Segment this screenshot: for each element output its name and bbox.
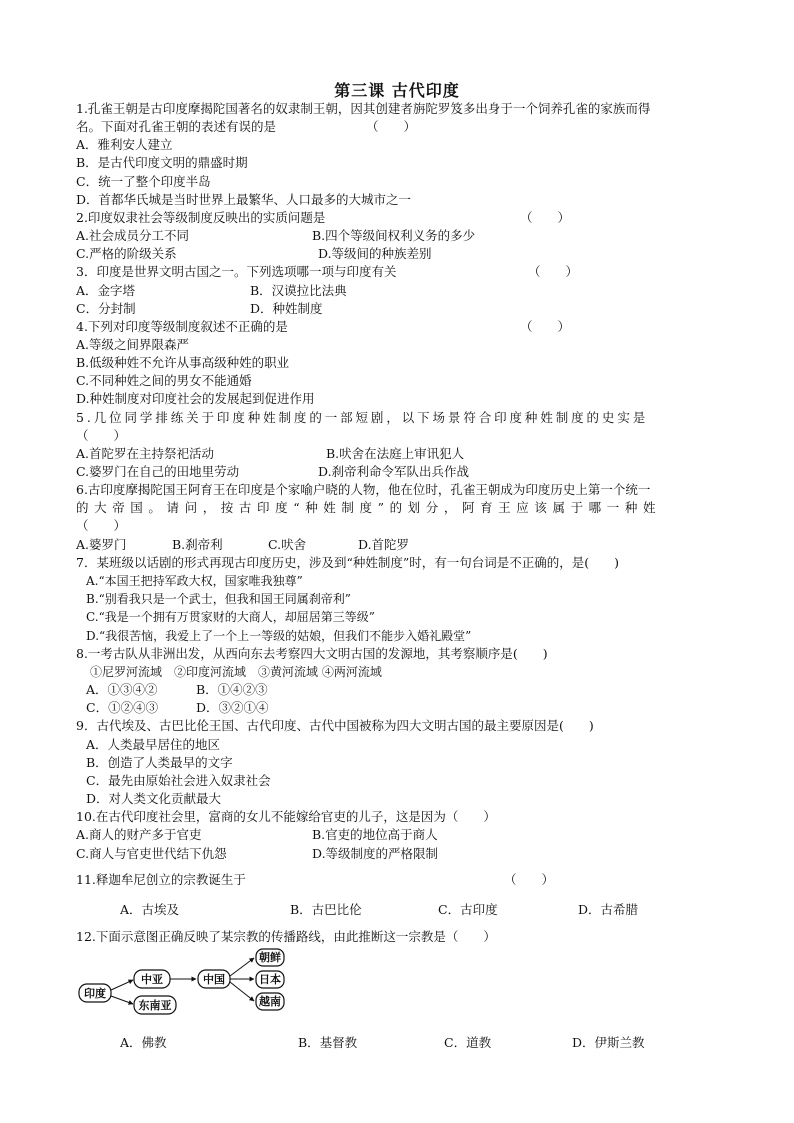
q2-option-a: A.社会成员分工不同	[76, 228, 190, 243]
q6-option-d: D.首陀罗	[358, 537, 410, 552]
q7-option-c: C.“我是一个拥有万贯家财的大商人，却屈居第三等级”	[86, 610, 375, 624]
q5-answer-paren: （ ）	[76, 428, 127, 443]
q4-option-a: A.等级之间界限森严	[76, 337, 190, 352]
q1-stem-text: 名。下面对孔雀王朝的表述有误的是	[76, 119, 277, 134]
q4-stem-text: 4.下列对印度等级制度叙述不正确的是	[76, 319, 288, 334]
q5-option-d: D.刹帝利命令军队出兵作战	[318, 464, 470, 479]
q1-option-a: A．雅利安人建立	[76, 137, 173, 152]
q1-stem-line1: 1.孔雀王朝是古印度摩揭陀国著名的奴隶制王朝，因其创建者旃陀罗笈多出身于一个饲养孔雀的家族而得	[76, 101, 651, 116]
q11-option-c: C．古印度	[438, 902, 498, 917]
q2-option-c: C.严格的阶级关系	[76, 246, 177, 261]
label-korea: 朝鲜	[259, 951, 281, 964]
q3-stem-text: 3．印度是世界文明古国之一。下列选项哪一项与印度有关	[76, 264, 397, 279]
q8-option-c: C．①②④③	[86, 700, 159, 715]
q3-stem-line	[76, 263, 726, 281]
arrow-china-to-vietnam	[230, 982, 254, 1001]
q9-option-b: B．创造了人类最早的文字	[86, 755, 233, 770]
q12-option-a: A．佛教	[120, 1035, 167, 1050]
q9-option-c: C．最先由原始社会进入奴隶社会	[86, 773, 271, 788]
q2-answer-paren: （ ）	[520, 210, 571, 225]
q11-answer-paren: （ ）	[504, 872, 555, 887]
q6-option-a: A.婆罗门	[76, 537, 127, 552]
arrow-india-to-southeast-asia	[111, 996, 133, 1004]
q3-option-a: A．金字塔	[76, 283, 136, 298]
q3-answer-paren: （ ）	[528, 264, 579, 279]
q4-option-b: B.低级种姓不允许从事高级种姓的职业	[76, 355, 290, 370]
q10-stem-line: 10.在古代印度社会里，富商的女儿不能嫁给官吏的儿子，这是因为（ ）	[76, 809, 496, 824]
q2-stem-text: 2.印度奴隶社会等级制度反映出的实质问题是	[76, 210, 326, 225]
q7-stem-line: 7．某班级以话剧的形式再现古印度历史，涉及到“种姓制度”时，有一句台词是不正确的，是( )	[76, 555, 619, 570]
q6-answer-paren: （ ）	[76, 518, 127, 533]
q11-option-b: B．古巴比伦	[290, 902, 362, 917]
q6-option-c: C.吠舍	[268, 537, 307, 552]
q8-stem-line: 8.一考古队从非洲出发，从西向东去考察四大文明古国的发源地，其考察顺序是( )	[76, 646, 548, 661]
q4-option-d: D.种姓制度对印度社会的发展起到促进作用	[76, 391, 315, 406]
q10-option-d: D.等级制度的严格限制	[312, 846, 439, 861]
page-title: 第三课 古代印度	[334, 81, 460, 100]
q8-option-d: D．③②①④	[196, 700, 269, 715]
q7-option-d: D.“我很苦恼，我爱上了一个上一等级的姑娘，但我们不能步入婚礼殿堂”	[86, 629, 472, 643]
q11-stem-text: 11.释迦牟尼创立的宗教诞生于	[76, 872, 246, 887]
label-japan: 日本	[259, 973, 281, 986]
q1-option-d: D．首都华氏城是当时世界上最繁华、人口最多的大城市之一	[76, 192, 412, 207]
q4-answer-paren: （ ）	[520, 319, 571, 334]
q7-option-b: B.“别看我只是一个武士，但我和国王同属刹帝利”	[86, 592, 351, 606]
label-southeast-asia: 东南亚	[138, 999, 172, 1012]
q9-stem-line: 9．古代埃及、古巴比伦王国、古代印度、古代中国被称为四大文明古国的最主要原因是( )	[76, 718, 594, 733]
q11-option-a: A．古埃及	[120, 902, 180, 917]
q2-option-b: B.四个等级间权利义务的多少	[312, 228, 476, 243]
q2-option-d: D.等级间的种族差别	[318, 246, 432, 261]
q7-option-a: A.“本国王把持军政大权，国家唯我独尊”	[86, 574, 303, 588]
arrow-china-to-korea	[230, 958, 254, 976]
q3-option-c: C．分封制	[76, 301, 136, 316]
q3-option-d: D．种姓制度	[250, 301, 323, 316]
q10-option-c: C.商人与官吏世代结下仇怨	[76, 846, 227, 861]
q11-stem-line	[76, 871, 726, 889]
q5-option-a: A.首陀罗在主持祭祀活动	[76, 446, 215, 461]
q9-option-d: D．对人类文化贡献最大	[86, 791, 222, 806]
q8-items-line: ①尼罗河流域 ②印度河流域 ③黄河流域 ④两河流域	[90, 665, 382, 679]
q12-option-b: B．基督教	[298, 1035, 358, 1050]
q4-option-c: C.不同种姓之间的男女不能通婚	[76, 373, 252, 388]
q1-option-c: C．统一了整个印度半岛	[76, 174, 211, 189]
q5-option-c: C.婆罗门在自己的田地里劳动	[76, 464, 240, 479]
q3-option-b: B．汉谟拉比法典	[250, 283, 347, 298]
label-china: 中国	[203, 973, 225, 986]
q10-option-a: A.商人的财产多于官吏	[76, 827, 202, 842]
q6-stem-line2: 的大帝国。请问，按古印度“种姓制度”的划分，阿育王应该属于哪一种姓	[76, 500, 662, 515]
q1-stem-line2	[76, 118, 726, 136]
q5-option-b: B.吠舍在法庭上审讯犯人	[326, 446, 465, 461]
religion-spread-diagram	[76, 946, 296, 1020]
label-vietnam: 越南	[259, 995, 281, 1008]
q1-answer-paren: （ ）	[366, 119, 417, 134]
label-india: 印度	[84, 987, 106, 1000]
q12-stem-line: 12.下面示意图正确反映了某宗教的传播路线，由此推断这一宗教是（ ）	[76, 929, 496, 944]
q5-stem-line1: 5.几位同学排练关于印度种姓制度的一部短剧，以下场景符合印度种姓制度的史实是	[76, 410, 649, 425]
arrow-india-to-central-asia	[111, 980, 133, 990]
q10-option-b: B.官吏的地位高于商人	[312, 827, 438, 842]
q9-option-a: A．人类最早居住的地区	[86, 737, 221, 752]
q12-option-c: C．道教	[444, 1035, 492, 1050]
q11-option-d: D．古希腊	[578, 902, 639, 917]
q12-option-d: D．伊斯兰教	[572, 1035, 645, 1050]
q8-option-b: B．①④②③	[196, 682, 268, 697]
q8-option-a: A．①③④②	[86, 682, 158, 697]
label-central-asia: 中亚	[141, 973, 163, 986]
q1-option-b: B．是古代印度文明的鼎盛时期	[76, 155, 248, 170]
q6-option-b: B.刹帝利	[172, 537, 223, 552]
q6-stem-line1: 6.古印度摩揭陀国王阿育王在印度是个家喻户晓的人物，他在位时，孔雀王朝成为印度历史上第一个统一	[76, 482, 651, 497]
q2-stem-line	[76, 209, 726, 227]
q4-stem-line	[76, 318, 726, 336]
